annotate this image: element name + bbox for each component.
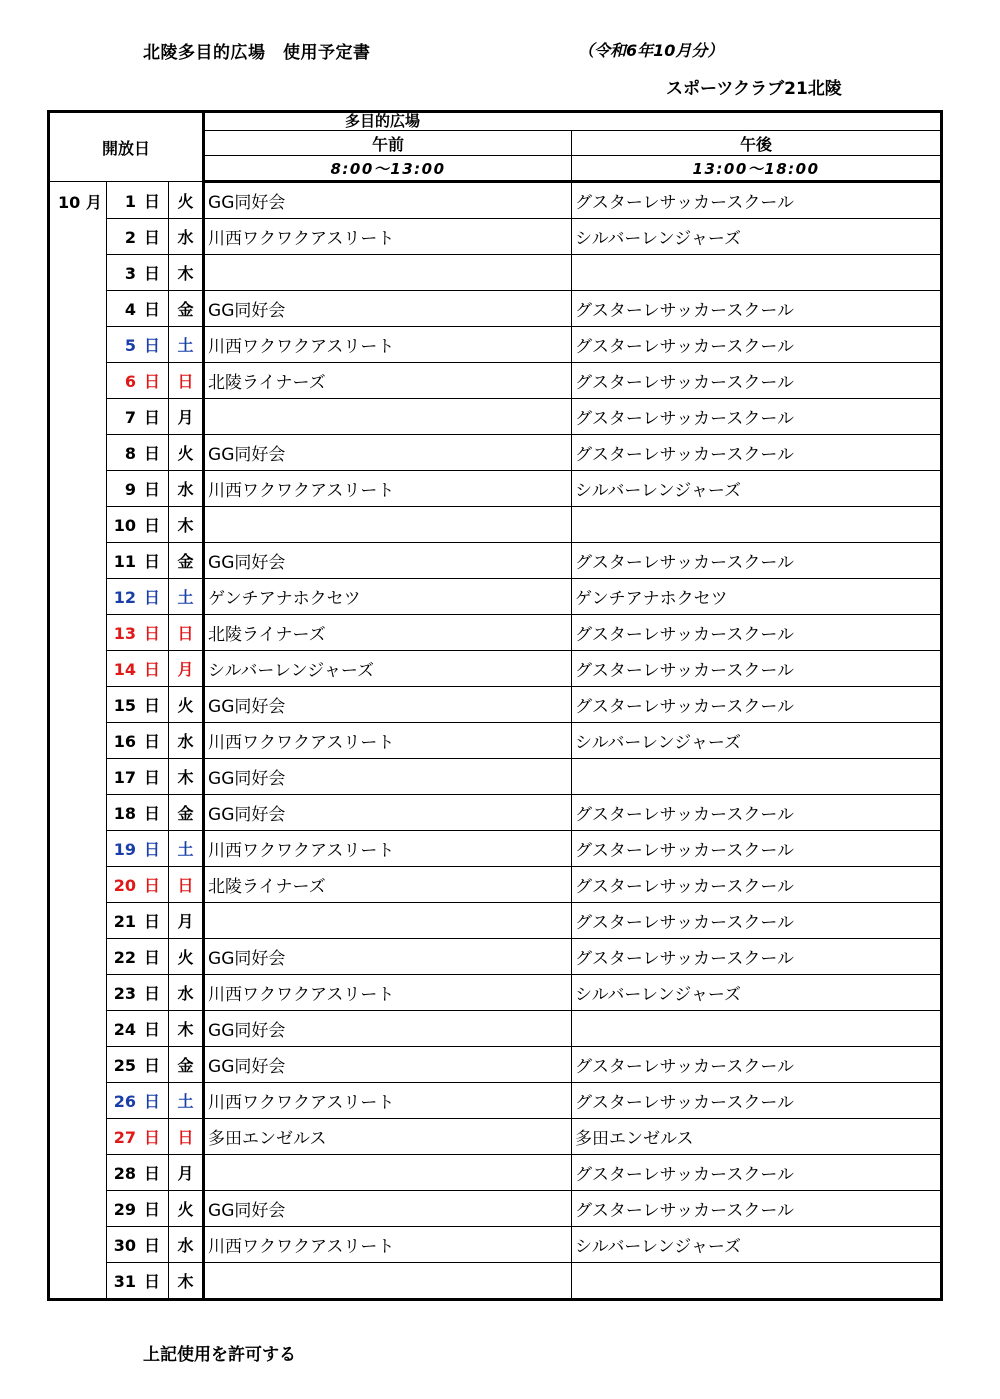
day-number: 7: [124, 408, 136, 427]
day-suffix: 日: [143, 1128, 160, 1147]
day-number: 4: [124, 300, 136, 319]
day-cell: [107, 831, 169, 867]
am-booking-cell: 北陵ライナーズ: [204, 363, 572, 399]
pm-booking-cell: シルバーレンジャーズ: [572, 1227, 942, 1263]
day-cell: [107, 219, 169, 255]
day-number: 26: [113, 1092, 136, 1111]
day-cell: [107, 1155, 169, 1191]
am-booking-cell: 川西ワクワクアスリート: [204, 723, 572, 759]
day-cell: [107, 795, 169, 831]
day-number: 31: [113, 1272, 136, 1291]
day-number: 28: [113, 1164, 136, 1183]
pm-booking-cell: グスターレサッカースクール: [572, 1083, 942, 1119]
day-number: 14: [113, 660, 136, 679]
day-number: 18: [113, 804, 136, 823]
day-cell: [107, 507, 169, 543]
day-suffix: 日: [143, 1056, 160, 1075]
pm-booking-cell: グスターレサッカースクール: [572, 399, 942, 435]
day-number: 21: [113, 912, 136, 931]
day-number: 12: [113, 588, 136, 607]
am-booking-cell: [204, 399, 572, 435]
day-cell: [107, 723, 169, 759]
table-row: [49, 471, 942, 507]
day-number: 9: [124, 480, 136, 499]
am-booking-cell: [204, 1155, 572, 1191]
day-number: 17: [113, 768, 136, 787]
table-row: [49, 867, 942, 903]
table-row: [49, 1263, 942, 1300]
day-cell: [107, 867, 169, 903]
pm-booking-cell: グスターレサッカースクール: [572, 939, 942, 975]
table-row: [49, 327, 942, 363]
day-suffix: 日: [143, 191, 160, 211]
pm-booking-cell: ゲンチアナホクセツ: [572, 579, 942, 615]
day-cell: [107, 255, 169, 291]
weekday-cell: 土: [169, 831, 204, 867]
am-booking-cell: GG同好会: [204, 687, 572, 723]
pm-booking-cell: [572, 1263, 942, 1300]
am-booking-cell: 北陵ライナーズ: [204, 867, 572, 903]
table-row: [49, 1227, 942, 1263]
day-suffix: 日: [143, 336, 160, 355]
day-number: 20: [113, 876, 136, 895]
pm-booking-cell: グスターレサッカースクール: [572, 291, 942, 327]
day-cell: [107, 182, 169, 219]
am-booking-cell: GG同好会: [204, 435, 572, 471]
am-booking-cell: [204, 1263, 572, 1300]
am-time-header: 8:00～13:00: [204, 156, 572, 182]
weekday-cell: 水: [169, 723, 204, 759]
am-booking-cell: [204, 507, 572, 543]
table-row: [49, 435, 942, 471]
table-row: [49, 651, 942, 687]
pm-booking-cell: シルバーレンジャーズ: [572, 975, 942, 1011]
pm-booking-cell: 多田エンゼルス: [572, 1119, 942, 1155]
organization-name: スポーツクラブ21北陵: [666, 79, 842, 99]
pm-booking-cell: [572, 255, 942, 291]
am-booking-cell: 多田エンゼルス: [204, 1119, 572, 1155]
weekday-cell: 火: [169, 435, 204, 471]
pm-booking-cell: グスターレサッカースクール: [572, 651, 942, 687]
table-row: [49, 723, 942, 759]
table-row: [49, 182, 942, 219]
pm-booking-cell: グスターレサッカースクール: [572, 182, 942, 219]
day-suffix: 日: [143, 840, 160, 859]
day-cell: [107, 579, 169, 615]
day-cell: [107, 399, 169, 435]
table-row: [49, 399, 942, 435]
day-cell: [107, 1119, 169, 1155]
pm-booking-cell: [572, 1011, 942, 1047]
day-suffix: 日: [143, 876, 160, 895]
table-row: [49, 1119, 942, 1155]
day-suffix: 日: [143, 588, 160, 607]
weekday-cell: 月: [169, 903, 204, 939]
day-suffix: 日: [143, 660, 160, 679]
weekday-cell: 金: [169, 543, 204, 579]
pm-booking-cell: シルバーレンジャーズ: [572, 471, 942, 507]
am-booking-cell: 川西ワクワクアスリート: [204, 219, 572, 255]
day-number: 5: [124, 336, 136, 355]
day-cell: [107, 651, 169, 687]
am-header: 午前: [204, 131, 572, 156]
day-cell: [107, 327, 169, 363]
day-suffix: 日: [143, 228, 160, 247]
approval-note: 上記使用を許可する: [143, 1345, 296, 1365]
pm-booking-cell: [572, 759, 942, 795]
pm-booking-cell: グスターレサッカースクール: [572, 903, 942, 939]
weekday-cell: 日: [169, 615, 204, 651]
weekday-cell: 木: [169, 507, 204, 543]
day-cell: [107, 1191, 169, 1227]
am-booking-cell: 川西ワクワクアスリート: [204, 471, 572, 507]
am-booking-cell: GG同好会: [204, 759, 572, 795]
day-suffix: 日: [143, 696, 160, 715]
day-cell: [107, 435, 169, 471]
day-number: 13: [113, 624, 136, 643]
am-booking-cell: 川西ワクワクアスリート: [204, 1083, 572, 1119]
day-number: 30: [113, 1236, 136, 1255]
day-cell: [107, 615, 169, 651]
day-suffix: 日: [143, 516, 160, 535]
pm-booking-cell: グスターレサッカースクール: [572, 1191, 942, 1227]
day-cell: [107, 1263, 169, 1300]
weekday-cell: 日: [169, 867, 204, 903]
day-cell: [107, 1011, 169, 1047]
day-cell: [107, 543, 169, 579]
weekday-cell: 火: [169, 1191, 204, 1227]
pm-booking-cell: グスターレサッカースクール: [572, 867, 942, 903]
day-cell: [107, 363, 169, 399]
weekday-cell: 水: [169, 219, 204, 255]
pm-booking-cell: グスターレサッカースクール: [572, 1155, 942, 1191]
pm-booking-cell: シルバーレンジャーズ: [572, 219, 942, 255]
weekday-cell: 日: [169, 363, 204, 399]
table-row: [49, 1011, 942, 1047]
day-suffix: 日: [143, 372, 160, 391]
day-suffix: 日: [143, 1200, 160, 1219]
weekday-cell: 木: [169, 255, 204, 291]
day-number: 15: [113, 696, 136, 715]
pm-booking-cell: グスターレサッカースクール: [572, 327, 942, 363]
day-suffix: 日: [143, 1236, 160, 1255]
weekday-cell: 月: [169, 651, 204, 687]
weekday-cell: 木: [169, 1011, 204, 1047]
day-number: 2: [124, 228, 136, 247]
weekday-cell: 土: [169, 1083, 204, 1119]
am-booking-cell: GG同好会: [204, 543, 572, 579]
day-number: 6: [124, 372, 136, 391]
day-number: 25: [113, 1056, 136, 1075]
am-booking-cell: 川西ワクワクアスリート: [204, 1227, 572, 1263]
table-row: [49, 579, 942, 615]
am-booking-cell: 川西ワクワクアスリート: [204, 327, 572, 363]
pm-booking-cell: グスターレサッカースクール: [572, 687, 942, 723]
day-number: 1: [124, 191, 136, 211]
day-number: 27: [113, 1128, 136, 1147]
table-row: [49, 687, 942, 723]
day-suffix: 日: [143, 552, 160, 571]
am-booking-cell: GG同好会: [204, 1011, 572, 1047]
day-suffix: 日: [143, 264, 160, 283]
am-booking-cell: GG同好会: [204, 291, 572, 327]
weekday-cell: 火: [169, 687, 204, 723]
am-booking-cell: [204, 903, 572, 939]
weekday-cell: 木: [169, 759, 204, 795]
am-booking-cell: GG同好会: [204, 1191, 572, 1227]
table-row: [49, 939, 942, 975]
weekday-cell: 月: [169, 399, 204, 435]
pm-booking-cell: グスターレサッカースクール: [572, 543, 942, 579]
table-row: [49, 363, 942, 399]
weekday-cell: 月: [169, 1155, 204, 1191]
am-booking-cell: [204, 255, 572, 291]
weekday-cell: 金: [169, 795, 204, 831]
day-cell: [107, 1083, 169, 1119]
pm-booking-cell: グスターレサッカースクール: [572, 615, 942, 651]
day-cell: [107, 687, 169, 723]
month-label: 10 月: [49, 182, 107, 1300]
pm-header: 午後: [572, 131, 942, 156]
am-booking-cell: GG同好会: [204, 1047, 572, 1083]
table-row: [49, 291, 942, 327]
day-suffix: 日: [143, 948, 160, 967]
day-cell: [107, 759, 169, 795]
period-label: （令和6年10月分）: [578, 41, 724, 60]
day-cell: [107, 1227, 169, 1263]
day-cell: [107, 1047, 169, 1083]
table-row: [49, 759, 942, 795]
weekday-cell: 水: [169, 1227, 204, 1263]
venue-header: 多目的広場: [204, 112, 942, 131]
day-suffix: 日: [143, 768, 160, 787]
pm-booking-cell: グスターレサッカースクール: [572, 795, 942, 831]
am-booking-cell: 川西ワクワクアスリート: [204, 831, 572, 867]
weekday-cell: 水: [169, 975, 204, 1011]
pm-booking-cell: グスターレサッカースクール: [572, 1047, 942, 1083]
table-row: [49, 1155, 942, 1191]
day-cell: [107, 471, 169, 507]
day-number: 11: [113, 552, 136, 571]
day-suffix: 日: [143, 1020, 160, 1039]
table-row: [49, 975, 942, 1011]
day-number: 22: [113, 948, 136, 967]
day-number: 23: [113, 984, 136, 1003]
weekday-cell: 金: [169, 291, 204, 327]
weekday-cell: 水: [169, 471, 204, 507]
day-suffix: 日: [143, 624, 160, 643]
pm-time-header: 13:00～18:00: [572, 156, 942, 182]
weekday-cell: 日: [169, 1119, 204, 1155]
day-suffix: 日: [143, 912, 160, 931]
table-row: [49, 903, 942, 939]
weekday-cell: 土: [169, 579, 204, 615]
day-number: 8: [124, 444, 136, 463]
pm-booking-cell: [572, 507, 942, 543]
open-day-header: 開放日: [49, 112, 204, 182]
day-number: 3: [124, 264, 136, 283]
pm-booking-cell: シルバーレンジャーズ: [572, 723, 942, 759]
day-cell: [107, 903, 169, 939]
table-row: [49, 1083, 942, 1119]
day-suffix: 日: [143, 300, 160, 319]
table-row: [49, 219, 942, 255]
weekday-cell: 火: [169, 939, 204, 975]
day-suffix: 日: [143, 732, 160, 751]
am-booking-cell: 川西ワクワクアスリート: [204, 975, 572, 1011]
day-number: 29: [113, 1200, 136, 1219]
pm-booking-cell: グスターレサッカースクール: [572, 831, 942, 867]
am-booking-cell: シルバーレンジャーズ: [204, 651, 572, 687]
weekday-cell: 木: [169, 1263, 204, 1300]
day-number: 24: [113, 1020, 136, 1039]
day-suffix: 日: [143, 804, 160, 823]
table-row: [49, 255, 942, 291]
weekday-cell: 火: [169, 182, 204, 219]
table-row: [49, 831, 942, 867]
weekday-cell: 金: [169, 1047, 204, 1083]
am-booking-cell: GG同好会: [204, 795, 572, 831]
pm-booking-cell: グスターレサッカースクール: [572, 363, 942, 399]
day-suffix: 日: [143, 408, 160, 427]
table-row: [49, 1047, 942, 1083]
am-booking-cell: ゲンチアナホクセツ: [204, 579, 572, 615]
day-cell: [107, 291, 169, 327]
day-suffix: 日: [143, 984, 160, 1003]
day-suffix: 日: [143, 480, 160, 499]
day-suffix: 日: [143, 1092, 160, 1111]
am-booking-cell: GG同好会: [204, 182, 572, 219]
table-row: [49, 1191, 942, 1227]
day-number: 19: [113, 840, 136, 859]
day-suffix: 日: [143, 1164, 160, 1183]
weekday-cell: 土: [169, 327, 204, 363]
pm-booking-cell: グスターレサッカースクール: [572, 435, 942, 471]
table-row: [49, 615, 942, 651]
day-number: 10: [113, 516, 136, 535]
day-cell: [107, 939, 169, 975]
day-cell: [107, 975, 169, 1011]
table-row: [49, 795, 942, 831]
day-suffix: 日: [143, 444, 160, 463]
day-suffix: 日: [143, 1272, 160, 1291]
document-title: 北陵多目的広場 使用予定書: [143, 43, 371, 63]
schedule-table: [47, 110, 943, 1301]
am-booking-cell: GG同好会: [204, 939, 572, 975]
table-row: [49, 507, 942, 543]
table-row: [49, 543, 942, 579]
day-number: 16: [113, 732, 136, 751]
am-booking-cell: 北陵ライナーズ: [204, 615, 572, 651]
